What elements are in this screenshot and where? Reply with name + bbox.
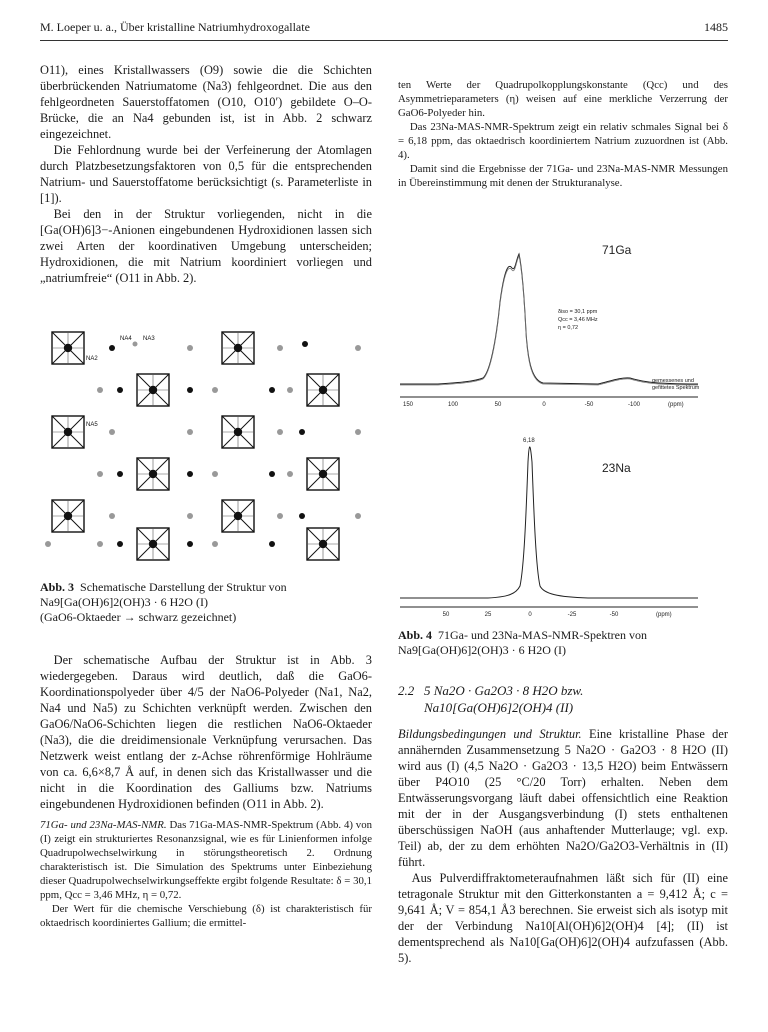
atom-dot: [187, 387, 193, 393]
paragraph: Der schematische Aufbau der Struktur ist in Abb. 3 wiedergegeben. Daraus wird deutlich, daß die GaO6-Koordinationspolyeder über 4/5 der NaO6-Polyeder (Na1, Na2, Na4 und Na5) zu Schichten verknüpft werden. Zwischen den GaO6/NaO6-Schichten liegen die restlichen NaO6-Oktaeder (Na3), die die dreidimensionale Verknüpfung verursachen. Das Netzwerk weist entlang der z-Achse röhrenförmige Hohlräume von ca. 6,6×8,7 Å auf, in denen sich das Kristallwasser und die nicht in die Koordination des Galliums bzw. Natriums eingebundenen Hydroxidionen befinden (O11 in Abb. 2).: [40, 653, 372, 811]
parameter: η = 0,72: [558, 325, 579, 331]
nmr-paragraph: [40, 818, 372, 902]
figure-label: Abb. 4: [398, 628, 433, 642]
legend-line: gefittetes Spektrum: [652, 385, 700, 391]
na-axis-ticks: [443, 612, 672, 618]
paragraph: Damit sind die Ergebnisse der 71Ga- und 23Na-MAS-NMR Messungen in Übereinstimmung mit denen der Strukturanalyse.: [398, 163, 728, 189]
caption-text: Schematische Darstellung der Struktur von: [80, 580, 287, 594]
atom-dot: [45, 541, 51, 547]
atom-dot: [212, 387, 218, 393]
octahedron: [137, 458, 169, 490]
atom-dot: [269, 541, 275, 547]
paragraph-heading: Bildungsbedingungen und Struktur.: [398, 727, 582, 741]
atom-dot: [287, 471, 293, 477]
parameter: δiso = 30,1 ppm: [558, 309, 598, 315]
tick-label: 50: [442, 612, 450, 618]
ga-legend: [652, 378, 700, 391]
paragraph: Bei den in der Struktur vorliegenden, nicht in die [Ga(OH)6]3−-Anionen eingebundenen Hydroxidionen lassen sich zwei Arten der koordinativen Umgebung unterscheiden; Hydroxidionen, die mit Natrium koordiniert vorliegen und „natriumfreie“ (O11 in Abb. 2).: [40, 207, 372, 285]
na-spectrum-line: [400, 447, 698, 598]
paragraph: [398, 726, 728, 870]
left-column-bottom: [40, 652, 372, 930]
octahedron: [137, 528, 169, 560]
figure3-caption: [40, 580, 372, 625]
header-rule: [40, 40, 728, 41]
atom-dot: [187, 429, 193, 435]
atom-dot: [187, 471, 193, 477]
atom-dot: [355, 429, 361, 435]
atom-dot: [109, 345, 115, 351]
paragraph: Aus Pulverdiffraktometeraufnahmen läßt sich für (II) eine tetragonale Struktur mit den Gitterkonstanten a = 9,412 Å; c = 9,641 Å; V = 854,1 Å3 berechnen. Sie erweist sich als isotyp mit der der Verbindung Na10[Al(OH)6]2(OH)4 [4]; (II) ist dementsprechend als Na10[Ga(OH)6]2(OH)4 aufzufassen (Abb. 5).: [398, 871, 728, 965]
atom-dot: [117, 541, 123, 547]
atom-dot: [299, 429, 305, 435]
nmr-spectra-figure: [398, 232, 728, 626]
na3-label: NA3: [143, 336, 155, 342]
section-heading: [398, 682, 728, 716]
atom-dot: [302, 341, 308, 347]
paragraph-text: Das 71Ga-MAS-NMR-Spektrum (Abb. 4) von (I) zeigt ein strukturiertes Resonanzsignal, wie es für Linienformen infolge Quadrupolwechselwirkung in störungstheoretisch 2. Ordnung charakteristisch ist. Die Simulation des Spektrums unter Einbeziehung dieser Quadrupolwechselwirkungseffekte ergibt folgende Resultate: δ = 30,1 ppm, Qcc = 3,46 MHz, η = 0,72.: [40, 819, 373, 901]
octahedron: [52, 332, 84, 364]
na4-label: NA4: [120, 336, 132, 342]
atom-dot: [97, 387, 103, 393]
atom-dot: [355, 513, 361, 519]
ga-parameters: [558, 309, 598, 331]
paragraph: O11), eines Kristallwassers (O9) sowie die die Schichten überbrückenden Natriumatome (Na3) fehlgeordnet. Die aus den fehlgeordneten Sauerstoffatomen (O10, O10′) gebildete O–O-Brücke, die an Na4 gebunden ist, ist in Abb. 2 schwarz eingezeichnet.: [40, 63, 372, 141]
atom-dot: [277, 429, 283, 435]
atom-dot: [97, 541, 103, 547]
octahedron: [307, 528, 339, 560]
tick-label: 100: [447, 402, 459, 408]
atom-dot: [117, 387, 123, 393]
atom-dot: [212, 541, 218, 547]
paragraph-heading: 71Ga- und 23Na-MAS-NMR.: [40, 819, 167, 831]
atom-dot: [97, 471, 103, 477]
octahedron: [307, 374, 339, 406]
axis-unit: (ppm): [668, 402, 684, 408]
na-peak-label: 6,18: [523, 438, 535, 444]
paragraph: Die Fehlordnung wurde bei der Verfeinerung der Atomlagen durch Platzbesetzungsfaktoren von 0,5 für die entsprechenden Natrium- und Sauerstoffatome berücksichtigt (s. Parameterliste in [1]).: [40, 143, 372, 205]
page-number: 1485: [704, 20, 728, 34]
paragraph: Das 23Na-MAS-NMR-Spektrum zeigt ein relativ schmales Signal bei δ = 6,18 ppm, das oktaedrisch koordiniertem Natrium zuzuordnen ist (Abb. 4).: [398, 121, 728, 161]
tick-label: -50: [584, 402, 594, 408]
atom-dot: [187, 541, 193, 547]
atom-dot: [269, 387, 275, 393]
atom-dot: [117, 471, 123, 477]
atom-dot: [109, 513, 115, 519]
structure-figure: [40, 318, 370, 570]
tick-label: 0: [542, 402, 546, 408]
octahedron: [52, 416, 84, 448]
octahedron: [222, 500, 254, 532]
caption-text: 71Ga- und 23Na-MAS-NMR-Spektren von: [438, 628, 647, 642]
figure-label: Abb. 3: [40, 580, 75, 594]
paragraph: Der Wert für die chemische Verschiebung (δ) ist charakteristisch für oktaedrisch koordiniertes Gallium; die ermittel-: [40, 903, 372, 929]
na-nucleus-label: 23Na: [602, 461, 631, 475]
atom-dot: [287, 387, 293, 393]
caption-note: (GaO6-Oktaeder → schwarz gezeichnet): [40, 610, 237, 624]
atom-dot: [187, 345, 193, 351]
legend-line: gemessenes und: [652, 378, 694, 384]
ga-axis-ticks: [403, 402, 684, 408]
running-header: [40, 20, 728, 38]
na5-label: NA5: [86, 422, 98, 428]
atom-dot: [109, 429, 115, 435]
tick-label: -50: [609, 612, 619, 618]
section-number: 2.2: [398, 683, 415, 698]
ga-fit-line: [400, 256, 698, 385]
ga-spectrum-line: [400, 254, 698, 384]
running-title: M. Loeper u. a., Über kristalline Natriumhydroxogallate: [40, 20, 310, 34]
section-title-line2: Na10[Ga(OH)6]2(OH)4 (II): [424, 700, 574, 715]
right-column-bottom: [398, 726, 728, 966]
section-title-line1: 5 Na2O · Ga2O3 · 8 H2O bzw.: [424, 683, 584, 698]
octahedron: [222, 332, 254, 364]
atom-dot: [187, 513, 193, 519]
paragraph-text: Eine kristalline Phase der annähernden Zusammensetzung 5 Na2O · Ga2O3 · 8 H2O (II) wird aus (I) (4,5 Na2O · Ga2O3 · 13,5 H2O) beim Entwässern über P4O10 (25 °C/20 Torr) erhalten. Neben dem Entwässerungsvorgang läuft dabei offensichtlich eine Reaktion mit der in der Ausgangsverbindung (I) stets enthaltenen überschüssigen NaOH (aus anhaftender Mutterlauge; vgl. exp. Teil) ab, der zu dem erhöhten Na2O/Ga2O3-Verhältnis in (II) führt.: [398, 727, 728, 869]
axis-unit: (ppm): [656, 612, 672, 618]
tick-label: 50: [494, 402, 502, 408]
na2-label: NA2: [86, 356, 98, 362]
tick-label: 0: [528, 612, 532, 618]
left-column-top: [40, 62, 372, 286]
tick-label: -100: [627, 402, 641, 408]
tick-label: 25: [484, 612, 492, 618]
ga-nucleus-label: 71Ga: [602, 243, 632, 257]
octahedron: [52, 500, 84, 532]
octahedron: [222, 416, 254, 448]
atom-dot: [133, 342, 138, 347]
figure4-caption: [398, 628, 728, 658]
tick-label: -25: [567, 612, 577, 618]
octahedron: [137, 374, 169, 406]
atom-dot: [299, 513, 305, 519]
caption-formula: Na9[Ga(OH)6]2(OH)3 · 6 H2O (I): [398, 643, 566, 657]
atom-dot: [277, 345, 283, 351]
tick-label: 150: [402, 402, 414, 408]
caption-formula: Na9[Ga(OH)6]2(OH)3 · 6 H2O (I): [40, 595, 208, 609]
right-column-top: [398, 78, 728, 190]
atom-dot: [277, 513, 283, 519]
paragraph: ten Werte der Quadrupolkopplungskonstante (Qcc) und des Asymmetrieparameters (η) weisen auf eine merkliche Verzerrung der GaO6-Polyeder hin.: [398, 79, 728, 119]
atom-dot: [269, 471, 275, 477]
atom-dot: [355, 345, 361, 351]
parameter: Qcc = 3,46 MHz: [558, 317, 598, 323]
octahedron: [307, 458, 339, 490]
atom-dot: [212, 471, 218, 477]
